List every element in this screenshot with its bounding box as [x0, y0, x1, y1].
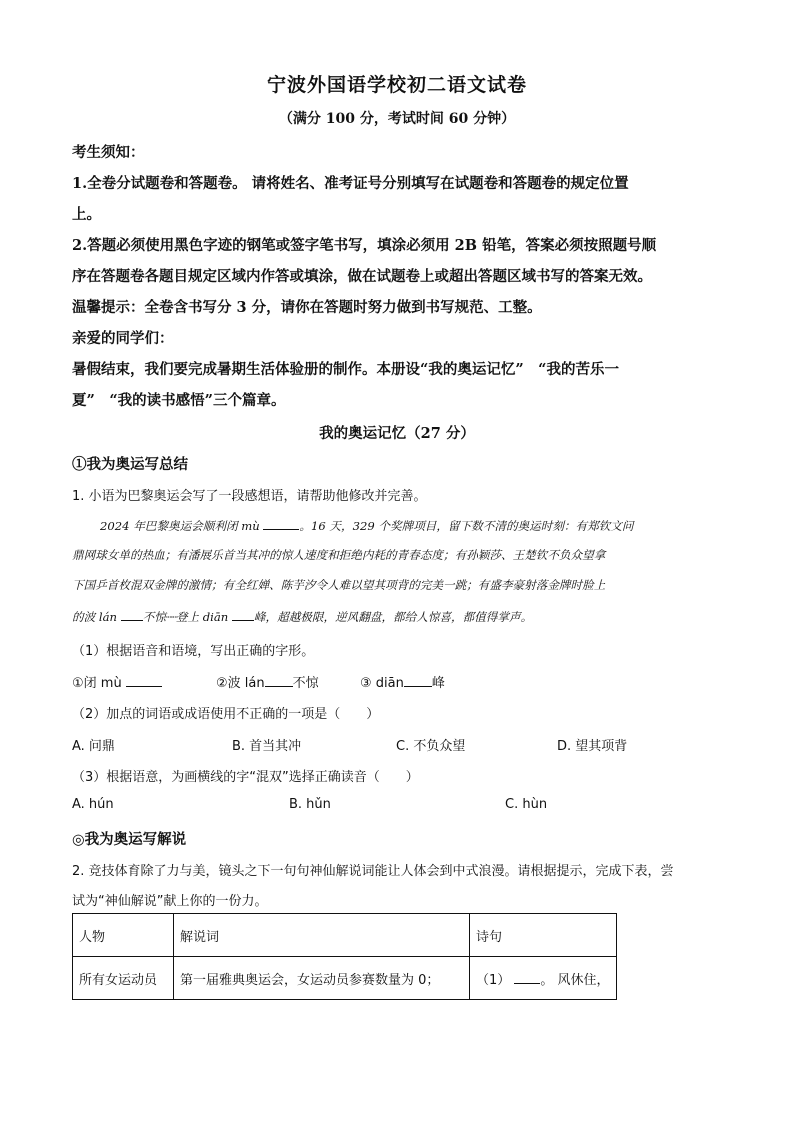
- q2-line-2: 试为“神仙解说”献上你的一份力。: [72, 894, 268, 909]
- table-header-poem: 诗句: [470, 914, 617, 957]
- answer-table: [72, 913, 617, 1000]
- sub1-item-a: ①闭 mù: [72, 672, 162, 691]
- q1-sub3: （3）根据语意，为画横线的字“混双”选择正确读音（ ）: [72, 770, 419, 785]
- cell-person: 所有女运动员: [73, 957, 174, 1000]
- part2-heading: ◎我为奥运写解说: [72, 831, 187, 848]
- q1-sub1: （1）根据语音和语境，写出正确的字形。: [72, 644, 315, 659]
- table-header-commentary: 解说词: [174, 914, 470, 957]
- notice-item-1-cont: 上。: [72, 206, 101, 223]
- section-title: 我的奥运记忆（27 分）: [319, 425, 475, 442]
- answer-blank-c[interactable]: [404, 674, 432, 687]
- blank-dian[interactable]: [232, 608, 254, 621]
- intro-line-1: 暑假结束，我们要完成暑期生活体验册的制作。本册设“我的奥运记忆” “我的苦乐一: [72, 361, 620, 378]
- sub3-option-b[interactable]: B. hǔn: [289, 797, 331, 812]
- sub2-option-b[interactable]: B. 首当其冲: [232, 739, 302, 754]
- cell-poem: （1） 。 风休住，: [470, 957, 617, 1000]
- sub2-option-a[interactable]: A. 问鼎: [72, 739, 115, 754]
- table-row: [73, 957, 617, 1000]
- notice-tip: 温馨提示：全卷含书写分 3 分，请你在答题时努力做到书写规范、工整。: [72, 299, 542, 316]
- blank-mu[interactable]: [263, 517, 299, 530]
- sub2-option-d[interactable]: D. 望其项背: [557, 739, 628, 754]
- part1-heading: ①我为奥运写总结: [72, 456, 188, 473]
- passage-line-1: 2024 年巴黎奥运会顺利闭 mù 。16 天，329 个奖牌项目，留下数不清的奥运时刻：有郑钦文问: [100, 519, 634, 533]
- answer-blank-a[interactable]: [126, 674, 162, 687]
- sub3-option-c[interactable]: C. hùn: [505, 797, 548, 812]
- poem-blank[interactable]: [514, 971, 540, 984]
- cell-commentary: 第一届雅典奥运会，女运动员参赛数量为 0；: [174, 957, 470, 1000]
- passage-line-2: 鼎网球女单的热血；有潘展乐首当其冲的惊人速度和拒绝内耗的青春态度；有孙颖莎、王楚钦不负众望拿: [72, 548, 606, 562]
- passage-line-3: 下国乒首枚混双金牌的激情；有全红婵、陈芋汐令人难以望其项背的完美一跳；有盛李豪射落金牌时脸上: [72, 578, 606, 592]
- sub1-item-c: ③ diān 峰: [360, 676, 445, 691]
- exam-info: （满分 100 分，考试时间 60 分钟）: [278, 111, 516, 127]
- notice-item-2-cont: 序在答题卷各题目规定区域内作答或填涂，做在试题卷上或超出答题区域书写的答案无效。: [72, 268, 652, 285]
- blank-lan[interactable]: [121, 608, 143, 621]
- q2-line-1: 2. 竞技体育除了力与美，镜头之下一句句神仙解说词能让人体会到中式浪漫。请根据提示，完成下表，尝: [72, 864, 674, 879]
- sub2-option-c[interactable]: C. 不负众望: [396, 739, 466, 754]
- page-title: 宁波外国语学校初二语文试卷: [266, 74, 527, 96]
- notice-heading: 考生须知：: [72, 144, 145, 161]
- greeting: 亲爱的同学们：: [72, 330, 174, 347]
- q1-stem: 1. 小语为巴黎奥运会写了一段感想语，请帮助他修改并完善。: [72, 489, 427, 504]
- table-header-person: 人物: [73, 914, 174, 957]
- passage-line-4: 的波 lán 不惊┈┈登上 diān 峰，超越极限，逆风翻盘，都给人惊喜，都值得掌声。: [72, 610, 533, 624]
- table-header-row: [73, 914, 617, 957]
- q1-sub2: （2）加点的词语或成语使用不正确的一项是（ ）: [72, 707, 380, 722]
- intro-line-2: 夏” “我的读书感悟”三个篇章。: [72, 392, 286, 409]
- notice-item-2: 2.答题必须使用黑色字迹的钢笔或签字笔书写，填涂必须用 2B 铅笔，答案必须按照题号顺: [72, 237, 657, 254]
- sub3-option-a[interactable]: A. hún: [72, 797, 114, 812]
- answer-blank-b[interactable]: [265, 674, 293, 687]
- notice-item-1: 1.全卷分试题卷和答题卷。 请将姓名、准考证号分别填写在试题卷和答题卷的规定位置: [72, 175, 629, 192]
- sub1-item-b: ②波 lán 不惊: [216, 676, 319, 691]
